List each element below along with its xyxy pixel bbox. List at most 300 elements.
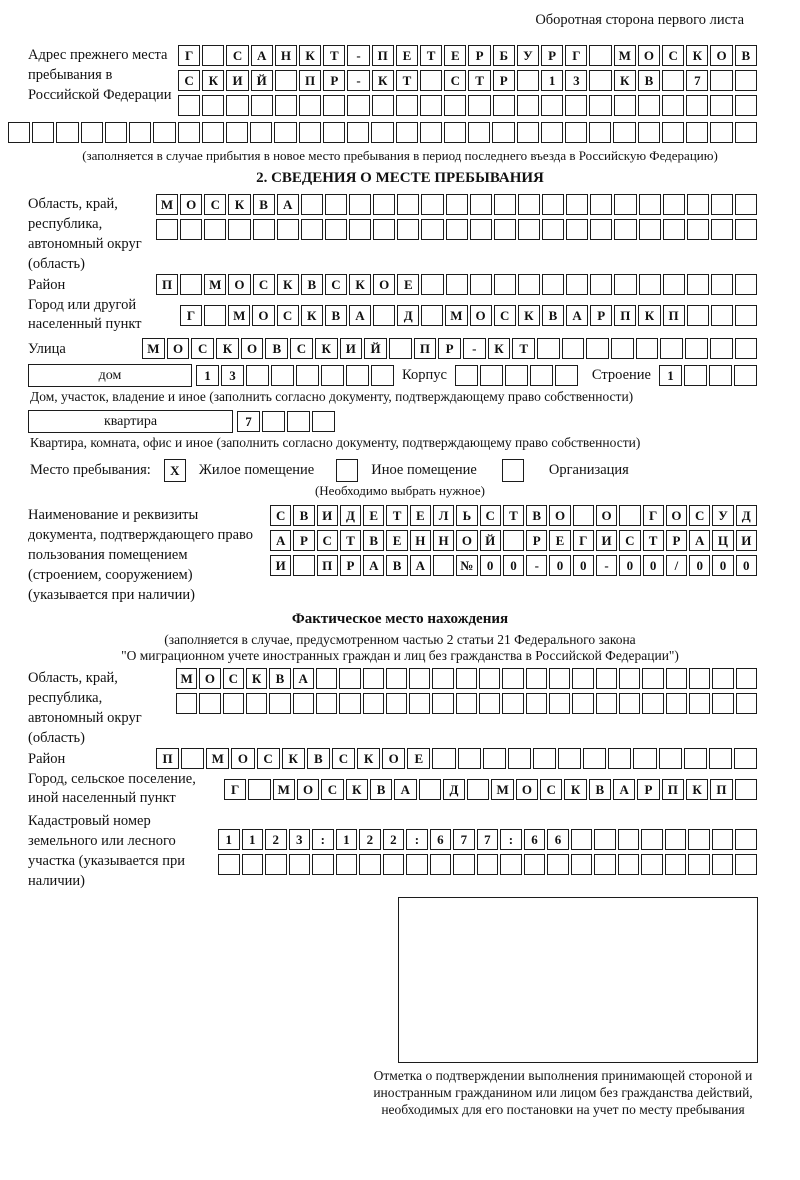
- char-box: [712, 829, 734, 850]
- char-box: 0: [549, 555, 570, 576]
- char-box: [712, 668, 733, 689]
- char-box: А: [689, 530, 710, 551]
- char-box: [711, 305, 733, 326]
- char-box: [685, 338, 708, 359]
- residential-label: Жилое помещение: [198, 461, 315, 478]
- char-box: [526, 693, 547, 714]
- char-box: А: [613, 779, 635, 800]
- char-box: [735, 274, 757, 295]
- char-box: Г: [565, 45, 587, 66]
- char-box: Р: [293, 530, 314, 551]
- char-box: [446, 194, 468, 215]
- char-box: Т: [396, 70, 418, 91]
- char-box: [665, 854, 687, 875]
- char-box: [275, 95, 297, 116]
- page-side-note: Оборотная сторона первого листа: [535, 12, 744, 28]
- char-box: [542, 274, 564, 295]
- char-box: С: [253, 274, 275, 295]
- actual-region-label: Область, край, республика, автономный округ (область): [28, 670, 142, 746]
- char-box: 0: [503, 555, 524, 576]
- char-box: [371, 365, 394, 386]
- char-box: [494, 274, 516, 295]
- char-box: [458, 748, 481, 769]
- char-box: О: [228, 274, 250, 295]
- char-box: Т: [503, 505, 524, 526]
- registration-stamp-caption: Отметка о подтверждении выполнения принимающей стороной и иностранным гражданином или лицом без гражданства действий, необходимых для его постановки на учет по месту пребывания: [373, 1068, 753, 1117]
- char-box: [618, 854, 640, 875]
- char-box: [638, 95, 660, 116]
- char-box: [596, 668, 617, 689]
- char-box: [467, 779, 489, 800]
- actual-region-block: [28, 668, 757, 748]
- actual-city-block: [28, 769, 757, 809]
- char-box: [430, 854, 452, 875]
- char-box: [710, 95, 732, 116]
- char-grid-row: [180, 305, 757, 326]
- char-box: [409, 693, 430, 714]
- char-box: Л: [433, 505, 454, 526]
- char-box: 3: [289, 829, 311, 850]
- char-grid-row: [178, 95, 757, 116]
- char-box: О: [710, 45, 732, 66]
- char-box: /: [666, 555, 687, 576]
- char-box: [409, 668, 430, 689]
- char-box: [455, 365, 478, 386]
- char-box: [502, 693, 523, 714]
- char-box: К: [282, 748, 305, 769]
- char-box: [363, 668, 384, 689]
- char-box: П: [156, 748, 179, 769]
- char-box: А: [363, 555, 384, 576]
- char-box: [710, 70, 732, 91]
- organization-checkbox: [502, 459, 524, 482]
- char-box: А: [293, 668, 314, 689]
- char-box: [736, 693, 757, 714]
- char-box: [689, 668, 710, 689]
- char-box: [420, 122, 442, 143]
- char-box: [505, 365, 528, 386]
- char-box: 7: [453, 829, 475, 850]
- char-box: [541, 122, 563, 143]
- char-box: [517, 122, 539, 143]
- char-box: [565, 122, 587, 143]
- apartment-box-label: квартира: [28, 410, 233, 433]
- char-grid-row: [178, 45, 757, 66]
- char-box: [687, 194, 709, 215]
- char-box: [641, 829, 663, 850]
- char-box: [735, 338, 758, 359]
- char-box: К: [614, 70, 636, 91]
- char-box: [688, 829, 710, 850]
- char-box: [312, 411, 335, 432]
- char-box: 1: [659, 365, 682, 386]
- char-box: С: [321, 779, 343, 800]
- stay-type-row: [30, 458, 800, 482]
- char-box: [251, 95, 273, 116]
- char-box: [736, 668, 757, 689]
- char-box: В: [265, 338, 288, 359]
- char-box: Г: [573, 530, 594, 551]
- char-box: Р: [526, 530, 547, 551]
- city-block: [28, 295, 757, 335]
- char-box: К: [277, 274, 299, 295]
- char-box: Е: [410, 505, 431, 526]
- char-box: Д: [397, 305, 419, 326]
- char-box: [419, 779, 441, 800]
- actual-district-label: Район: [28, 750, 66, 767]
- char-box: [493, 95, 515, 116]
- char-box: Е: [396, 45, 418, 66]
- char-box: [156, 219, 178, 240]
- char-box: М: [445, 305, 467, 326]
- char-box: С: [662, 45, 684, 66]
- char-box: [735, 829, 757, 850]
- char-box: [248, 779, 270, 800]
- char-box: А: [349, 305, 371, 326]
- char-grid-row: [142, 338, 757, 359]
- char-box: [246, 693, 267, 714]
- char-box: 1: [336, 829, 358, 850]
- char-box: [446, 274, 468, 295]
- char-box: [301, 194, 323, 215]
- char-grid-row: [659, 365, 757, 386]
- char-box: [105, 122, 127, 143]
- char-box: О: [231, 748, 254, 769]
- char-box: С: [270, 505, 291, 526]
- char-box: 1: [218, 829, 240, 850]
- char-box: С: [619, 530, 640, 551]
- char-box: [542, 194, 564, 215]
- char-box: [432, 748, 455, 769]
- char-box: [81, 122, 103, 143]
- stay-type-label: Место пребывания:: [30, 461, 151, 478]
- char-box: [517, 95, 539, 116]
- char-box: У: [517, 45, 539, 66]
- char-box: [639, 274, 661, 295]
- char-box: Р: [438, 338, 461, 359]
- char-box: А: [270, 530, 291, 551]
- char-box: [180, 219, 202, 240]
- char-box: [312, 854, 334, 875]
- char-box: С: [480, 505, 501, 526]
- char-box: О: [297, 779, 319, 800]
- char-box: [265, 854, 287, 875]
- char-box: [325, 194, 347, 215]
- char-box: О: [456, 530, 477, 551]
- actual-location-note-1: (заполняется в случае, предусмотренном частью 2 статьи 21 Федерального закона: [164, 632, 636, 647]
- char-box: 2: [359, 829, 381, 850]
- char-box: 1: [242, 829, 264, 850]
- char-box: 6: [524, 829, 546, 850]
- char-box: 1: [541, 70, 563, 91]
- char-box: [32, 122, 54, 143]
- char-box: И: [270, 555, 291, 576]
- char-box: №: [456, 555, 477, 576]
- char-box: М: [204, 274, 226, 295]
- char-box: [8, 122, 30, 143]
- char-grid-row: [270, 530, 757, 551]
- char-box: [662, 95, 684, 116]
- char-box: К: [216, 338, 239, 359]
- char-box: [421, 219, 443, 240]
- actual-location-note-2: "О миграционном учете иностранных граждан и лиц без гражданства в Российской Федерации"): [121, 648, 679, 663]
- char-box: Н: [410, 530, 431, 551]
- char-box: [711, 219, 733, 240]
- char-box: В: [542, 305, 564, 326]
- char-box: [589, 95, 611, 116]
- char-box: В: [735, 45, 757, 66]
- char-box: [316, 668, 337, 689]
- char-box: [246, 365, 269, 386]
- char-box: П: [662, 779, 684, 800]
- other-premises-checkbox: [336, 459, 358, 482]
- char-box: 0: [619, 555, 640, 576]
- char-box: [226, 122, 248, 143]
- char-box: [639, 219, 661, 240]
- char-box: П: [663, 305, 685, 326]
- char-box: [734, 748, 757, 769]
- char-box: [420, 70, 442, 91]
- char-box: Р: [340, 555, 361, 576]
- char-box: Р: [323, 70, 345, 91]
- char-box: Р: [468, 45, 490, 66]
- actual-city-label: Город, сельское поселение, иной населенный пункт: [28, 771, 196, 806]
- char-box: [204, 219, 226, 240]
- char-box: 2: [383, 829, 405, 850]
- char-box: [470, 274, 492, 295]
- actual-district-block: [28, 748, 757, 769]
- char-box: [684, 365, 707, 386]
- char-box: [614, 274, 636, 295]
- char-box: О: [373, 274, 395, 295]
- char-box: А: [566, 305, 588, 326]
- char-box: 0: [480, 555, 501, 576]
- house-box-label: дом: [28, 364, 192, 387]
- char-box: [638, 122, 660, 143]
- previous-address-grid: [178, 45, 757, 120]
- char-box: [712, 854, 734, 875]
- actual-region-grid: [176, 668, 757, 718]
- char-box: [420, 95, 442, 116]
- char-box: [565, 95, 587, 116]
- char-box: [660, 338, 683, 359]
- char-box: [611, 338, 634, 359]
- char-box: К: [228, 194, 250, 215]
- char-box: К: [357, 748, 380, 769]
- char-box: 6: [547, 829, 569, 850]
- char-box: [202, 122, 224, 143]
- char-box: Р: [666, 530, 687, 551]
- char-box: К: [488, 338, 511, 359]
- char-box: [619, 505, 640, 526]
- char-box: [178, 122, 200, 143]
- char-box: [321, 365, 344, 386]
- char-box: А: [251, 45, 273, 66]
- char-box: 7: [237, 411, 260, 432]
- char-box: Ь: [456, 505, 477, 526]
- char-box: [639, 194, 661, 215]
- region-label: Область, край, республика, автономный округ (область): [28, 196, 142, 272]
- char-box: Т: [386, 505, 407, 526]
- char-box: [735, 194, 757, 215]
- char-box: [456, 668, 477, 689]
- char-box: [711, 194, 733, 215]
- char-box: [558, 748, 581, 769]
- char-box: [373, 219, 395, 240]
- char-box: [555, 365, 578, 386]
- char-box: В: [526, 505, 547, 526]
- char-box: О: [638, 45, 660, 66]
- char-grid-row: [8, 122, 757, 143]
- char-box: [129, 122, 151, 143]
- char-box: О: [167, 338, 190, 359]
- char-box: [662, 70, 684, 91]
- char-box: В: [269, 668, 290, 689]
- char-box: [662, 122, 684, 143]
- char-box: 7: [477, 829, 499, 850]
- char-box: -: [526, 555, 547, 576]
- char-box: А: [277, 194, 299, 215]
- char-box: С: [178, 70, 200, 91]
- char-box: [483, 748, 506, 769]
- char-box: С: [689, 505, 710, 526]
- char-box: [614, 194, 636, 215]
- char-box: [253, 219, 275, 240]
- char-box: О: [180, 194, 202, 215]
- char-box: О: [199, 668, 220, 689]
- char-box: [470, 219, 492, 240]
- char-box: [271, 365, 294, 386]
- char-box: Т: [512, 338, 535, 359]
- char-grid-row: [176, 668, 757, 689]
- char-box: [347, 122, 369, 143]
- char-box: [386, 668, 407, 689]
- other-premises-label: Иное помещение: [371, 461, 477, 478]
- char-box: В: [370, 779, 392, 800]
- char-box: [614, 95, 636, 116]
- char-box: В: [589, 779, 611, 800]
- choose-option-note: (Необходимо выбрать нужное): [314, 483, 486, 498]
- char-box: [710, 338, 733, 359]
- char-box: [508, 748, 531, 769]
- char-box: [735, 779, 757, 800]
- char-box: [735, 305, 757, 326]
- region-block: [28, 194, 757, 274]
- char-box: И: [736, 530, 757, 551]
- char-box: [666, 693, 687, 714]
- char-box: [663, 274, 685, 295]
- char-box: [202, 45, 224, 66]
- house-footnote: Дом, участок, владение и иное (заполнить согласно документу, подтверждающему право собственности): [30, 389, 634, 404]
- char-box: К: [299, 45, 321, 66]
- char-box: [533, 748, 556, 769]
- char-box: Г: [643, 505, 664, 526]
- char-box: [275, 70, 297, 91]
- char-box: [218, 854, 240, 875]
- char-box: 7: [686, 70, 708, 91]
- char-box: [549, 668, 570, 689]
- char-box: Г: [180, 305, 202, 326]
- char-box: [199, 693, 220, 714]
- char-box: [594, 854, 616, 875]
- char-box: И: [596, 530, 617, 551]
- char-box: Г: [178, 45, 200, 66]
- char-box: [542, 219, 564, 240]
- char-box: [594, 829, 616, 850]
- char-box: С: [277, 305, 299, 326]
- char-box: [613, 122, 635, 143]
- ownership-document-grid: [260, 505, 757, 580]
- char-box: С: [204, 194, 226, 215]
- char-box: К: [202, 70, 224, 91]
- char-box: [373, 194, 395, 215]
- char-box: [687, 305, 709, 326]
- char-box: С: [444, 70, 466, 91]
- char-box: [735, 219, 757, 240]
- char-box: М: [176, 668, 197, 689]
- char-box: [663, 194, 685, 215]
- char-box: Р: [541, 45, 563, 66]
- previous-address-block: [28, 45, 757, 120]
- char-box: К: [346, 779, 368, 800]
- char-box: [433, 555, 454, 576]
- char-box: [432, 693, 453, 714]
- char-box: [202, 95, 224, 116]
- char-box: Т: [340, 530, 361, 551]
- region-grid: [156, 194, 757, 244]
- char-box: -: [347, 70, 369, 91]
- char-box: [619, 668, 640, 689]
- char-grid-row: [455, 365, 578, 386]
- char-box: Н: [275, 45, 297, 66]
- char-box: П: [710, 779, 732, 800]
- char-box: [444, 122, 466, 143]
- cadastre-grid: [218, 829, 757, 879]
- char-box: С: [325, 274, 347, 295]
- char-box: [590, 194, 612, 215]
- char-box: [710, 122, 732, 143]
- char-box: П: [372, 45, 394, 66]
- char-grid-row: [176, 693, 757, 714]
- char-box: [666, 668, 687, 689]
- char-box: [262, 411, 285, 432]
- char-box: С: [257, 748, 280, 769]
- char-box: [339, 693, 360, 714]
- char-box: 0: [736, 555, 757, 576]
- char-box: [277, 219, 299, 240]
- char-box: С: [226, 45, 248, 66]
- char-box: Е: [386, 530, 407, 551]
- cadastre-block: [28, 811, 757, 891]
- char-box: [734, 365, 757, 386]
- char-box: С: [332, 748, 355, 769]
- char-box: [589, 122, 611, 143]
- char-box: [396, 122, 418, 143]
- char-box: Р: [493, 70, 515, 91]
- char-box: 2: [265, 829, 287, 850]
- char-box: [537, 338, 560, 359]
- char-box: С: [317, 530, 338, 551]
- char-grid-row: [270, 555, 757, 576]
- ownership-document-label: Наименование и реквизиты документа, подтверждающего право пользования помещением (строением, сооружением) (указывается при наличии): [28, 507, 254, 603]
- char-box: Д: [340, 505, 361, 526]
- char-box: [689, 693, 710, 714]
- char-box: П: [317, 555, 338, 576]
- char-box: [421, 194, 443, 215]
- char-box: [572, 668, 593, 689]
- char-box: Г: [224, 779, 246, 800]
- char-box: К: [686, 779, 708, 800]
